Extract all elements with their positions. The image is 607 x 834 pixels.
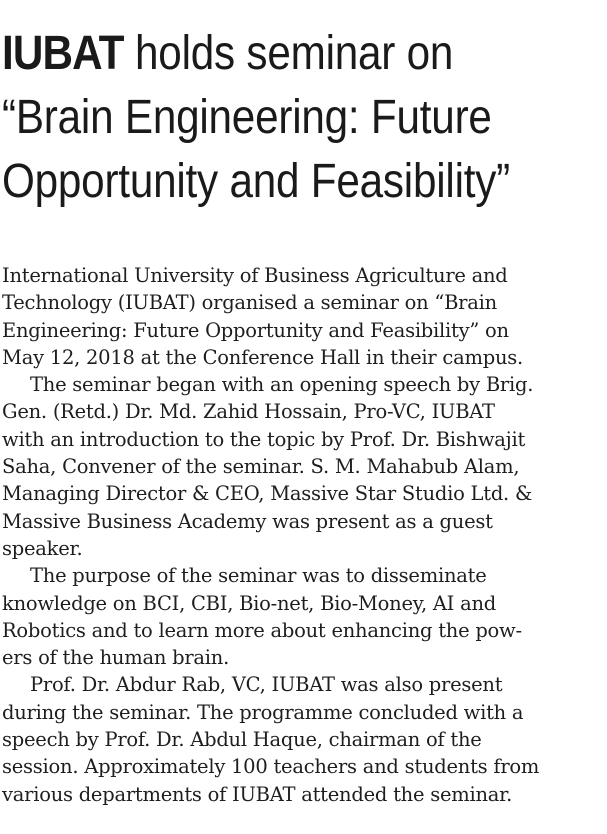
body-line: May 12, 2018 at the Conference Hall in their campus. — [2, 345, 523, 369]
body-line: speech by Prof. Dr. Abdul Haque, chairman of the — [2, 728, 482, 752]
headline-line-2: “Brain Engineering: Future — [2, 91, 492, 144]
headline-brand: IUBAT — [2, 27, 124, 80]
body-line: various departments of IUBAT attended the seminar. — [2, 782, 513, 806]
body-line: speaker. — [2, 536, 83, 560]
headline-line-3: Opportunity and Feasibility” — [2, 155, 511, 208]
body-line: Saha, Convener of the seminar. S. M. Mahabub Alam, — [2, 455, 520, 479]
body-line: Engineering: Future Opportunity and Feasibility” on — [2, 318, 509, 342]
body-line: session. Approximately 100 teachers and students from — [2, 755, 540, 779]
body-line: The seminar began with an opening speech by Brig. — [30, 373, 534, 397]
article-headline — [2, 22, 533, 214]
body-line: during the seminar. The programme concluded with a — [2, 700, 524, 724]
body-line: with an introduction to the topic by Prof. Dr. Bishwajit — [2, 427, 526, 451]
body-line: ers of the human brain. — [2, 646, 230, 670]
body-line: Massive Business Academy was present as a guest — [2, 509, 493, 533]
headline-line-1 — [2, 22, 533, 86]
body-line: International University of Business Agriculture and — [2, 264, 508, 287]
body-line: Robotics and to learn more about enhancing the pow- — [2, 618, 522, 642]
body-line: Managing Director & CEO, Massive Star Studio Ltd. & — [2, 482, 533, 506]
article-body — [2, 262, 605, 808]
body-line: Technology (IUBAT) organised a seminar on “Brain — [2, 291, 497, 315]
body-line: Gen. (Retd.) Dr. Md. Zahid Hossain, Pro-VC, IUBAT — [2, 400, 495, 424]
body-line: Prof. Dr. Abdur Rab, VC, IUBAT was also present — [30, 673, 503, 697]
headline-line-1-rest: holds seminar on — [123, 27, 454, 80]
body-line: The purpose of the seminar was to disseminate — [30, 564, 487, 588]
body-line: knowledge on BCI, CBI, Bio-net, Bio-Money, AI and — [2, 591, 496, 615]
